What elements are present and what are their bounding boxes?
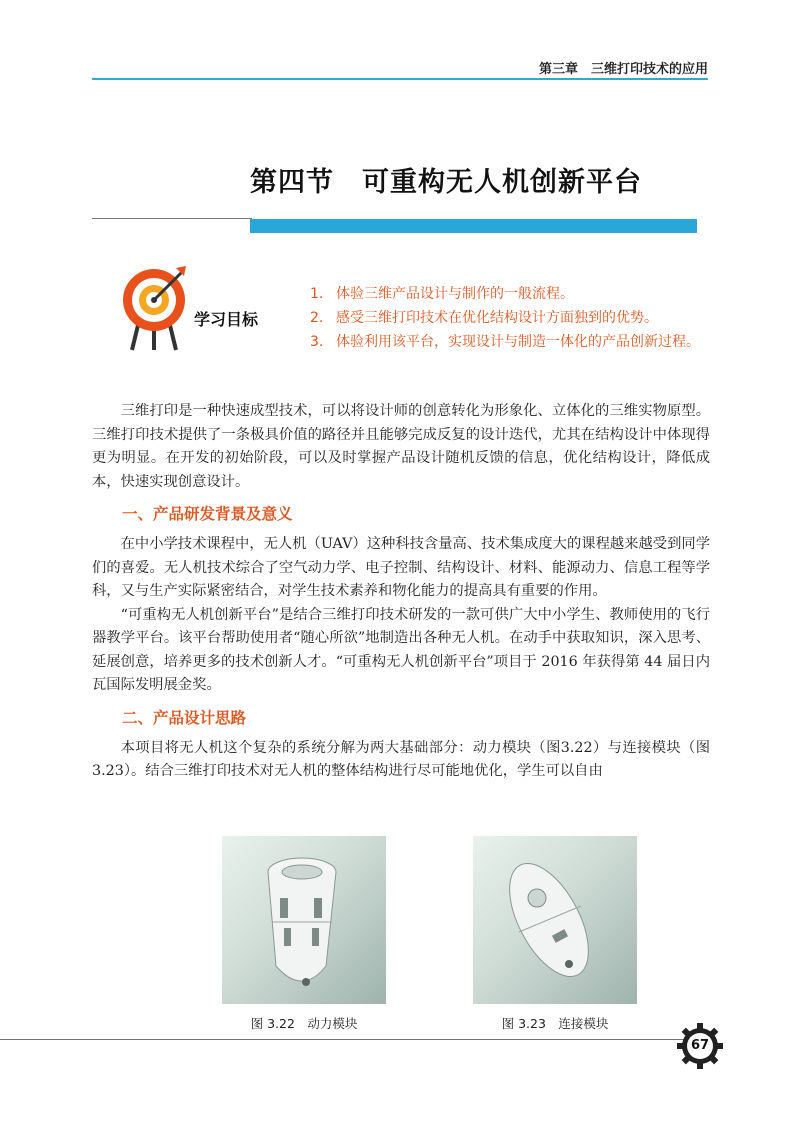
objective-item: 2. 感受三维打印技术在优化结构设计方面独到的优势。 xyxy=(310,310,658,326)
power-module-image xyxy=(222,836,386,1004)
footer-rule xyxy=(0,1039,692,1040)
heading-design: 二、产品设计思路 xyxy=(122,708,247,727)
heading-background: 一、产品研发背景及意义 xyxy=(122,505,293,523)
intro-paragraph: 三维打印是一种快速成型技术，可以将设计师的创意转化为形象化、立体化的三维实物原型。三维打印技术提供了一条极具价值的路径并且能够完成反复的设计迭代，尤其在结构设计中体现得更为明显。在开发的初始阶段，可以及时掌握产品设计随机反馈的信息，优化结构设计，降低成本，快速实现创意设计。 xyxy=(92,403,710,490)
body-content xyxy=(92,400,710,784)
page-number: 67 xyxy=(690,1038,710,1053)
objective-item: 3. 体验利用该平台，实现设计与制造一体化的产品创新过程。 xyxy=(310,334,700,350)
figure-power-module xyxy=(222,836,386,1032)
title-rule xyxy=(92,218,252,219)
paragraph: 本项目将无人机这个复杂的系统分解为两大基础部分：动力模块（图3.22）与连接模块（图3.23）。结合三维打印技术对无人机的整体结构进行尽可能地优化，学生可以自由 xyxy=(92,739,710,779)
header-rule xyxy=(92,78,708,80)
section-title: 第四节 可重构无人机创新平台 xyxy=(250,167,642,198)
connection-module-image xyxy=(473,836,637,1004)
paragraph: “可重构无人机创新平台”是结合三维打印技术研发的一款可供广大中小学生、教师使用的飞行器教学平台。该平台帮助使用者“随心所欲”地制造出各种无人机。在动手中获取知识，深入思考、延展创意，培养更多的技术创新人才。“可重构无人机创新平台”项目于 2016 年获得第 44 届日内瓦国际发明展金奖。 xyxy=(92,606,710,693)
figure-connection-module xyxy=(473,836,637,1032)
objectives-list xyxy=(310,282,710,354)
objectives-label: 学习目标 xyxy=(194,310,259,329)
running-head: 第三章 三维打印技术的应用 xyxy=(538,62,708,77)
figure-caption: 图 3.23 连接模块 xyxy=(501,1016,609,1031)
target-arrow-icon xyxy=(118,262,190,354)
paragraph: 在中小学技术课程中，无人机（UAV）这种科技含量高、技术集成度大的课程越来越受到同学们的喜爱。无人机技术综合了空气动力学、电子控制、结构设计、材料、能源动力、信息工程等学科，又与生产实际紧密结合，对学生技术素养和物化能力的提高具有重要的作用。 xyxy=(92,536,710,599)
objective-item: 1. 体验三维产品设计与制作的一般流程。 xyxy=(310,286,574,302)
figure-caption: 图 3.22 动力模块 xyxy=(250,1016,358,1031)
title-accent-bar xyxy=(250,219,697,233)
